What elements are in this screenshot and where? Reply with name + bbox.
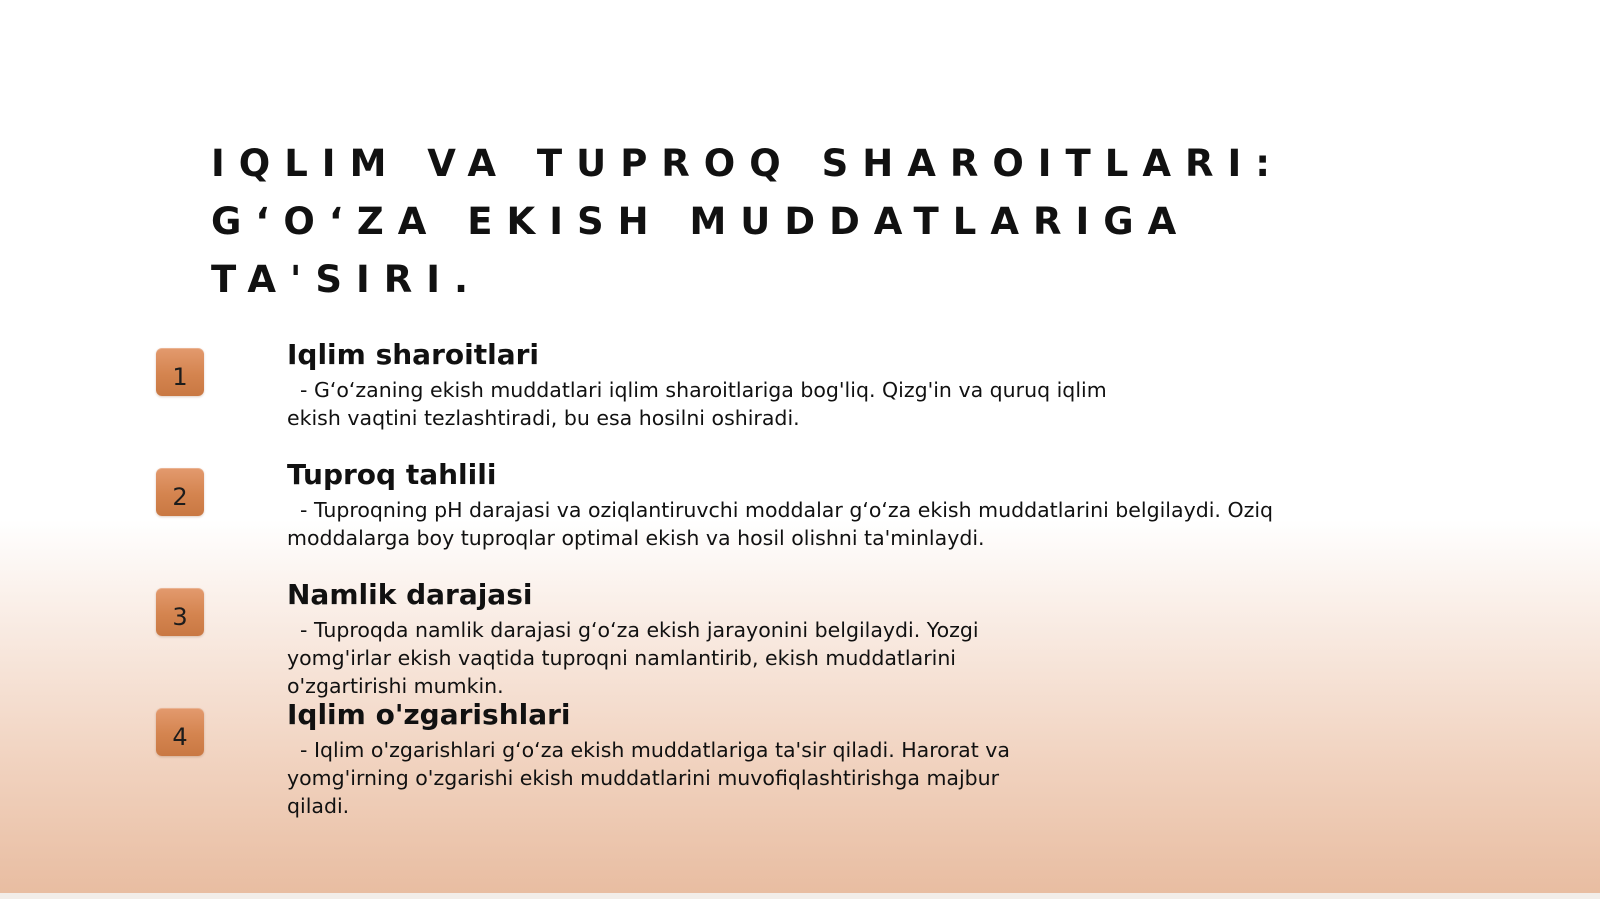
slide-title: IQLIM VA TUPROQ SHAROITLARI: G‘O‘ZA EKISH MUDDATLARIGA TA'SIRI. xyxy=(211,142,1285,301)
item-description: - G‘o‘zaning ekish muddatlari iqlim sharoitlariga bog'liq. Qizg'in va quruq iqlim ekish vaqtini tezlashtiradi, bu esa hosilni oshiradi. xyxy=(287,378,1114,430)
item-heading: Namlik darajasi xyxy=(287,578,533,611)
badge-number: 3 xyxy=(172,603,188,631)
item-heading: Iqlim o'zgarishlari xyxy=(287,698,571,731)
badge-number: 4 xyxy=(172,723,188,751)
bottom-divider xyxy=(0,893,1600,899)
number-badge xyxy=(156,468,204,516)
number-badge xyxy=(156,708,204,756)
badge-number: 1 xyxy=(172,363,188,391)
item-description: - Iqlim o'zgarishlari g‘o‘za ekish muddatlariga ta'sir qiladi. Harorat va yomg'irning o'zgarishi ekish muddatlarini muvofiqlashtirishga majbur qiladi. xyxy=(287,738,1017,818)
badge-number: 2 xyxy=(172,483,188,511)
number-badge xyxy=(156,588,204,636)
item-description: - Tuproqning pH darajasi va oziqlantiruvchi moddalar g‘o‘za ekish muddatlarini belgilaydi. Oziq moddalarga boy tuproqlar optimal ekish va hosil olishni ta'minlaydi. xyxy=(287,498,1280,550)
item-description: - Tuproqda namlik darajasi g‘o‘za ekish jarayonini belgilaydi. Yozgi yomg'irlar ekish vaqtida tuproqni namlantirib, ekish muddatlarini o'zgartirishi mumkin. xyxy=(287,618,986,698)
item-heading: Iqlim sharoitlari xyxy=(287,338,539,371)
item-heading: Tuproq tahlili xyxy=(287,458,497,491)
number-badge xyxy=(156,348,204,396)
